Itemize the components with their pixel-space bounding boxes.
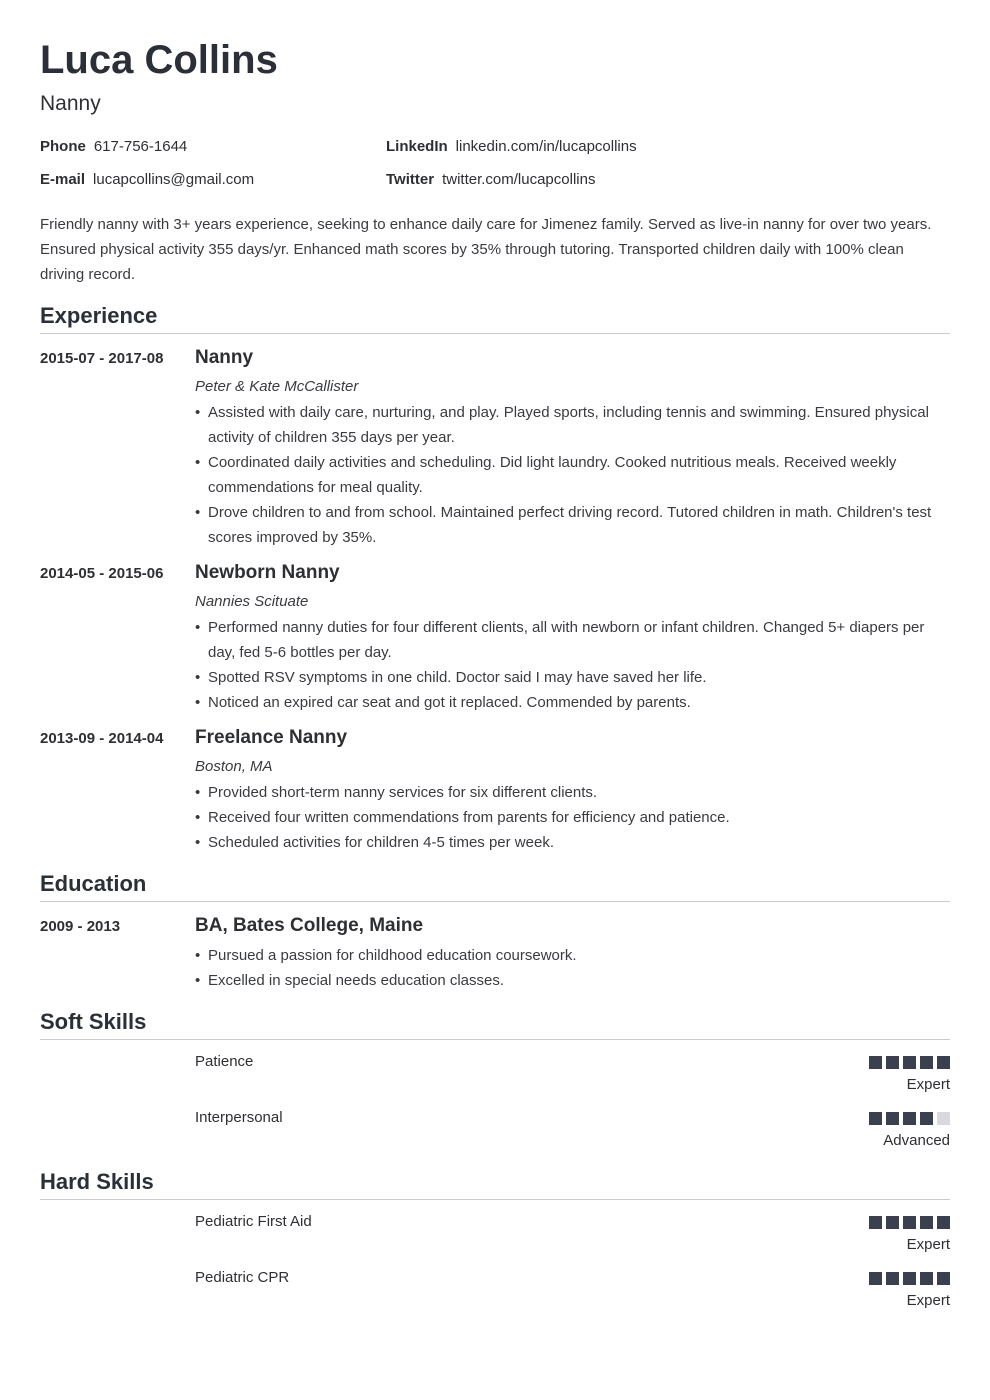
education-degree: BA, Bates College, Maine [195,915,424,936]
skill-level: Expert [906,1292,950,1309]
job-bullet: • Drove children to and from school. Maintained perfect driving record. Tutored children in math. Children's test scores improved by 35%. [195,500,945,550]
job-bullet: • Received four written commendations from parents for efficiency and patience. [195,805,945,830]
rating-square-filled [886,1112,899,1125]
skill-rating [869,1216,950,1229]
candidate-name: Luca Collins [40,38,278,82]
email-value[interactable]: lucapcollins@gmail.com [93,171,255,188]
education-bullet: • Pursued a passion for childhood education coursework. [195,943,945,968]
job-bullet: • Coordinated daily activities and scheduling. Did light laundry. Cooked nutritious meals. Received weekly commendations for meal quality. [195,450,945,500]
job-employer: Peter & Kate McCallister [195,378,359,395]
rating-square-filled [937,1272,950,1285]
education-heading [40,871,950,902]
job-role: Nanny [195,347,254,368]
experience-heading [40,303,950,334]
job-bullets [195,400,945,550]
rating-square-filled [903,1272,916,1285]
education-heading-text: Education [40,871,147,896]
rating-square-filled [903,1112,916,1125]
job-employer: Boston, MA [195,758,273,775]
rating-square-filled [937,1216,950,1229]
hard-skills-heading-text: Hard Skills [40,1169,154,1194]
skill-name: Patience [195,1053,254,1070]
skill-level: Advanced [883,1132,950,1149]
rating-square-filled [903,1056,916,1069]
rating-square-filled [920,1272,933,1285]
skill-level: Expert [906,1076,950,1093]
linkedin-label: LinkedIn [386,138,448,155]
rating-square-filled [937,1056,950,1069]
job-bullet: • Spotted RSV symptoms in one child. Doctor said I may have saved her life. [195,665,945,690]
job-bullet: • Provided short-term nanny services for six different clients. [195,780,945,805]
rating-square-filled [920,1112,933,1125]
skill-level: Expert [906,1236,950,1253]
rating-square-filled [886,1216,899,1229]
education-dates: 2009 - 2013 [40,918,121,935]
rating-square-filled [869,1112,882,1125]
hard-skills-heading [40,1169,950,1200]
experience-heading-text: Experience [40,303,158,328]
job-dates: 2013-09 - 2014-04 [40,730,164,747]
skill-name: Pediatric First Aid [195,1213,312,1230]
skill-rating [869,1112,950,1125]
job-role: Newborn Nanny [195,562,340,583]
rating-square-filled [903,1216,916,1229]
phone-label: Phone [40,138,86,155]
job-bullets [195,780,945,855]
job-bullet: • Scheduled activities for children 4-5 times per week. [195,830,945,855]
soft-skills-heading [40,1009,950,1040]
job-role: Freelance Nanny [195,727,348,748]
contact-phone [40,137,187,157]
job-dates: 2015-07 - 2017-08 [40,350,164,367]
rating-square-filled [920,1056,933,1069]
rating-square-filled [869,1056,882,1069]
twitter-value[interactable]: twitter.com/lucapcollins [442,171,596,188]
job-employer: Nannies Scituate [195,593,309,610]
job-bullet: • Assisted with daily care, nurturing, and play. Played sports, including tennis and swimming. Ensured physical activity of children 355 days per year. [195,400,945,450]
rating-square-empty [937,1112,950,1125]
skill-rating [869,1056,950,1069]
candidate-title: Nanny [40,92,101,115]
phone-value[interactable]: 617-756-1644 [93,138,188,155]
rating-square-filled [869,1272,882,1285]
contact-email [40,170,254,190]
linkedin-value[interactable]: linkedin.com/in/lucapcollins [455,138,637,155]
education-bullet: • Excelled in special needs education classes. [195,968,945,993]
rating-square-filled [886,1056,899,1069]
twitter-label: Twitter [386,171,435,188]
soft-skills-heading-text: Soft Skills [40,1009,147,1034]
skill-rating [869,1272,950,1285]
job-bullets [195,615,945,715]
email-label: E-mail [40,171,86,188]
education-bullets [195,943,945,993]
skill-name: Interpersonal [195,1109,283,1126]
contact-linkedin [386,137,637,157]
rating-square-filled [886,1272,899,1285]
rating-square-filled [920,1216,933,1229]
profile-summary: Friendly nanny with 3+ years experience, seeking to enhance daily care for Jimenez family. Served as live-in nanny for over two years. Ensured physical activity 355 days/yr. Enhanced math scores by 35% through tutoring. Transported children daily with 100% clean driving record. [40,216,932,283]
rating-square-filled [869,1216,882,1229]
job-bullet: • Performed nanny duties for four different clients, all with newborn or infant children. Changed 5+ diapers per day, fed 5-6 bottles per day. [195,615,945,665]
job-dates: 2014-05 - 2015-06 [40,565,164,582]
skill-name: Pediatric CPR [195,1269,290,1286]
job-bullet: • Noticed an expired car seat and got it replaced. Commended by parents. [195,690,945,715]
contact-twitter [386,170,595,190]
